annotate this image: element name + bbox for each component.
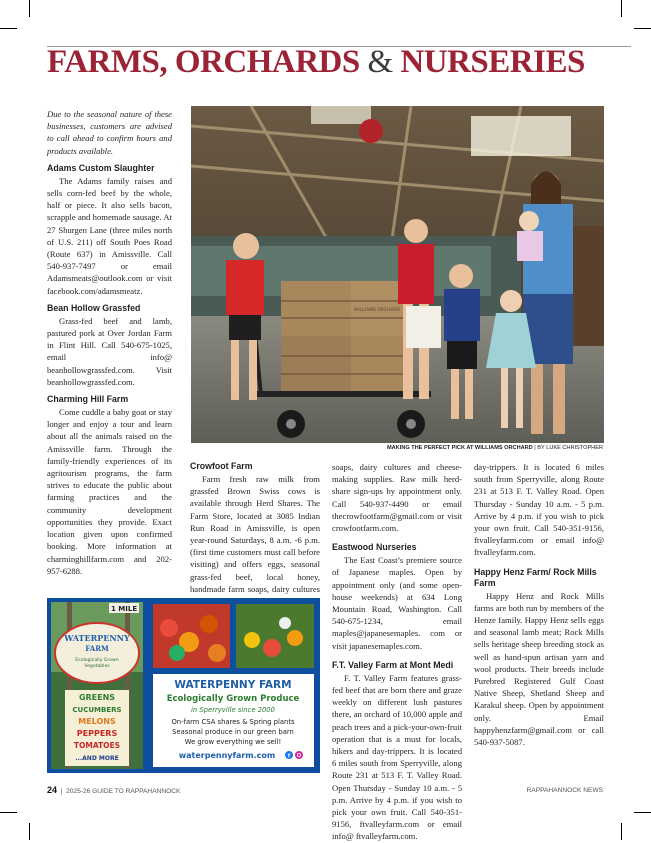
listing-text-ft-valley-cont: day-trippers. It is located 6 miles south from Sperryville, along Route 231 at 513 F. T. Valley Road. Open Thursday - Sunday 10 a.m. - 5 p.m. Arrive by 4 p.m. if you wish to pick your own fruit. Call 540-351-9156, ftvalleyfarm.com or email info@ ftvalleyfarm.com.	[474, 462, 604, 558]
page-title	[47, 46, 585, 79]
listing-title-happy-henz: Happy Henz Farm/ Rock Mills Farm	[474, 566, 597, 588]
photo-caption	[387, 445, 603, 451]
photo-credit: | BY LUKE CHRISTOPHER	[534, 445, 603, 451]
sign-farm: FARM	[85, 644, 109, 653]
listing-text-charming-hill: Come cuddle a baby goat or stay longer and enjoy a tour and learn about all the animals raised on the Amissville farm. Through the family-friendly experiences of its agritourism programs, the farm strives to educate the public about farming practices and the community development opportunities they provide. Exact location given upon confirmed booking. More information at charminghillfarm.com and 202-957-6288.	[47, 407, 172, 576]
listing-title-ft-valley: F.T. Valley Farm at Mont Medi	[332, 659, 454, 670]
sign-sub1: Ecologically Grown	[75, 658, 119, 663]
ad-artwork	[47, 598, 320, 773]
guide-title: 2025-26 GUIDE TO RAPPAHANNOCK	[66, 788, 181, 795]
mile-sign: 1 MILE	[111, 605, 138, 613]
crop-mark	[621, 0, 622, 17]
column-1	[47, 108, 172, 577]
board-item: TOMATOES	[73, 741, 121, 750]
board-item: MELONS	[78, 717, 116, 726]
orchard-photo-illustration	[191, 106, 604, 443]
listing-title-bean-hollow: Bean Hollow Grassfed	[47, 302, 141, 313]
ad-since: in Sperryville since 2000	[191, 706, 275, 714]
board-item: CUCUMBERS	[72, 706, 122, 714]
column-3	[332, 461, 462, 842]
sign-sub2: Vegetables	[84, 664, 110, 669]
column-2	[190, 461, 320, 598]
listing-text-crowfoot: Farm fresh raw milk from grassfed Brown Swiss cows is available through Herd Shares. The Farm Store, located at 3085 Indian Run Road in Amissville, is open year-round Saturdays, 8 a.m. -6 p.m. (first time customers must call before visiting) and offers eggs, seasonal grass-fed beef, local honey, handmade farm soaps, dairy cultures	[190, 474, 320, 594]
page-number: 24	[47, 785, 58, 795]
crop-mark	[621, 823, 622, 840]
column-4	[474, 461, 604, 748]
ad-line-1: On-farm CSA shares & Spring plants	[171, 718, 295, 726]
board-item: PEPPERS	[76, 729, 118, 738]
title-end: NURSERIES	[400, 44, 585, 80]
ad-url: waterpennyfarm.com	[178, 751, 276, 760]
crop-mark	[29, 0, 30, 17]
crate-label: WILLIAMS ORCHARD	[354, 308, 401, 313]
sign-waterpenny: WATERPENNY	[64, 633, 130, 643]
intro-note: Due to the seasonal nature of these businesses, customers are advised to call ahead to confirm hours and products available.	[47, 109, 172, 156]
board-item: GREENS	[78, 693, 116, 702]
waterpenny-farm-ad	[47, 598, 320, 773]
crop-mark	[634, 812, 651, 813]
listing-text-adams: The Adams family raises and sells corn-fed beef by the whole, half or piece. It also sells bacon, scrapple and homemade sausage. At 27 Shurgen Lane (three miles north of U.S. 211) off South Poes Road (Route 637) in Amissville. Call 540-937-7497 or email Adamsmeats@outlook.com or visit facebook.com/adamsmeatz.	[47, 175, 172, 296]
listing-text-eastwood: The East Coast’s premiere source of Japanese maples. Open by appointment only (and some open-house weekends) at 634 Long Mountain Road, Washington. Call 540-675-1234, email maples@japanesemaples. com or visit japanesemaples.com.	[332, 555, 462, 651]
footer-separator: |	[58, 788, 67, 795]
caption-text: MAKING THE PERFECT PICK AT WILLIAMS ORCHARD	[386, 445, 533, 451]
listing-title-eastwood: Eastwood Nurseries	[332, 542, 417, 553]
facebook-glyph: f	[287, 753, 291, 760]
apple-crates	[281, 281, 406, 391]
listing-text-ft-valley: F. T. Valley Farm features grass-fed beef that are born there and graze weekly on different lush pastures there, an orchard of 10,000 apple and peach trees and a pick-your-own-fruit operation that is a must for locals, hikers and day-trippers. It is located 6 miles south from Sperryville, along Route 231 at 513 F. T. Valley Road. Open Thursday - Sunday 10 a.m. - 5 p.m. Arrive by 4 p.m. if you wish to pick your own fruit. Call 540-351-9156, ftvalleyfarm.com or email info@ ftvalleyfarm.com.	[332, 672, 462, 842]
board-item: ...AND MORE	[75, 755, 119, 762]
ad-headline: WATERPENNY FARM	[174, 679, 292, 691]
orchard-photo	[191, 106, 604, 443]
ad-subhead: Ecologically Grown Produce	[166, 694, 300, 704]
ad-line-2: Seasonal produce in our green barn	[172, 728, 294, 736]
instagram-icon	[295, 751, 303, 759]
publisher: RAPPAHANNOCK NEWS	[526, 787, 603, 794]
crop-mark	[29, 823, 30, 840]
listing-text-happy-henz: Happy Henz and Rock Mills farms are both run by members of the Henze family. Happy Henz sells eggs and seasonal lamb meat; Rock Mills sells heritage sheep breeding stock as well as hand-spun artisan yarn and wool products. Their breeds include Purebred Registered Gulf Coast Native Sheep, Shetland Sheep and Karakul sheep. Open by appointment only. Email happyhenzfarm@gmail.com or call 540-937-5087.	[474, 590, 604, 748]
page-footer	[47, 785, 603, 795]
crop-mark	[0, 28, 17, 29]
listing-title-crowfoot: Crowfoot Farm	[190, 461, 253, 471]
listing-title-adams: Adams Custom Slaughter	[47, 162, 155, 173]
title-ampersand: &	[367, 44, 393, 80]
ad-line-3: We grow everything we sell!	[184, 738, 282, 746]
listing-text-bean-hollow: Grass-fed beef and lamb, pastured pork at Over Jordan Farm in Flint Hill. Call 540-675-1025, email info@ beanhollowgrassfed.com. Visit beanhollowgrassfed.com.	[47, 315, 172, 387]
listing-title-charming-hill: Charming Hill Farm	[47, 394, 129, 405]
listing-text-crowfoot-cont: soaps, dairy cultures and cheese-making supplies. Raw milk herd-share sign-ups by appointment only. Call 540-937-4490 or email thecrowfootfarm@gmail.com or visit crowfootfarm.com.	[332, 462, 462, 534]
title-main: FARMS, ORCHARDS	[47, 44, 360, 80]
crop-mark	[634, 28, 651, 29]
crop-mark	[0, 812, 17, 813]
